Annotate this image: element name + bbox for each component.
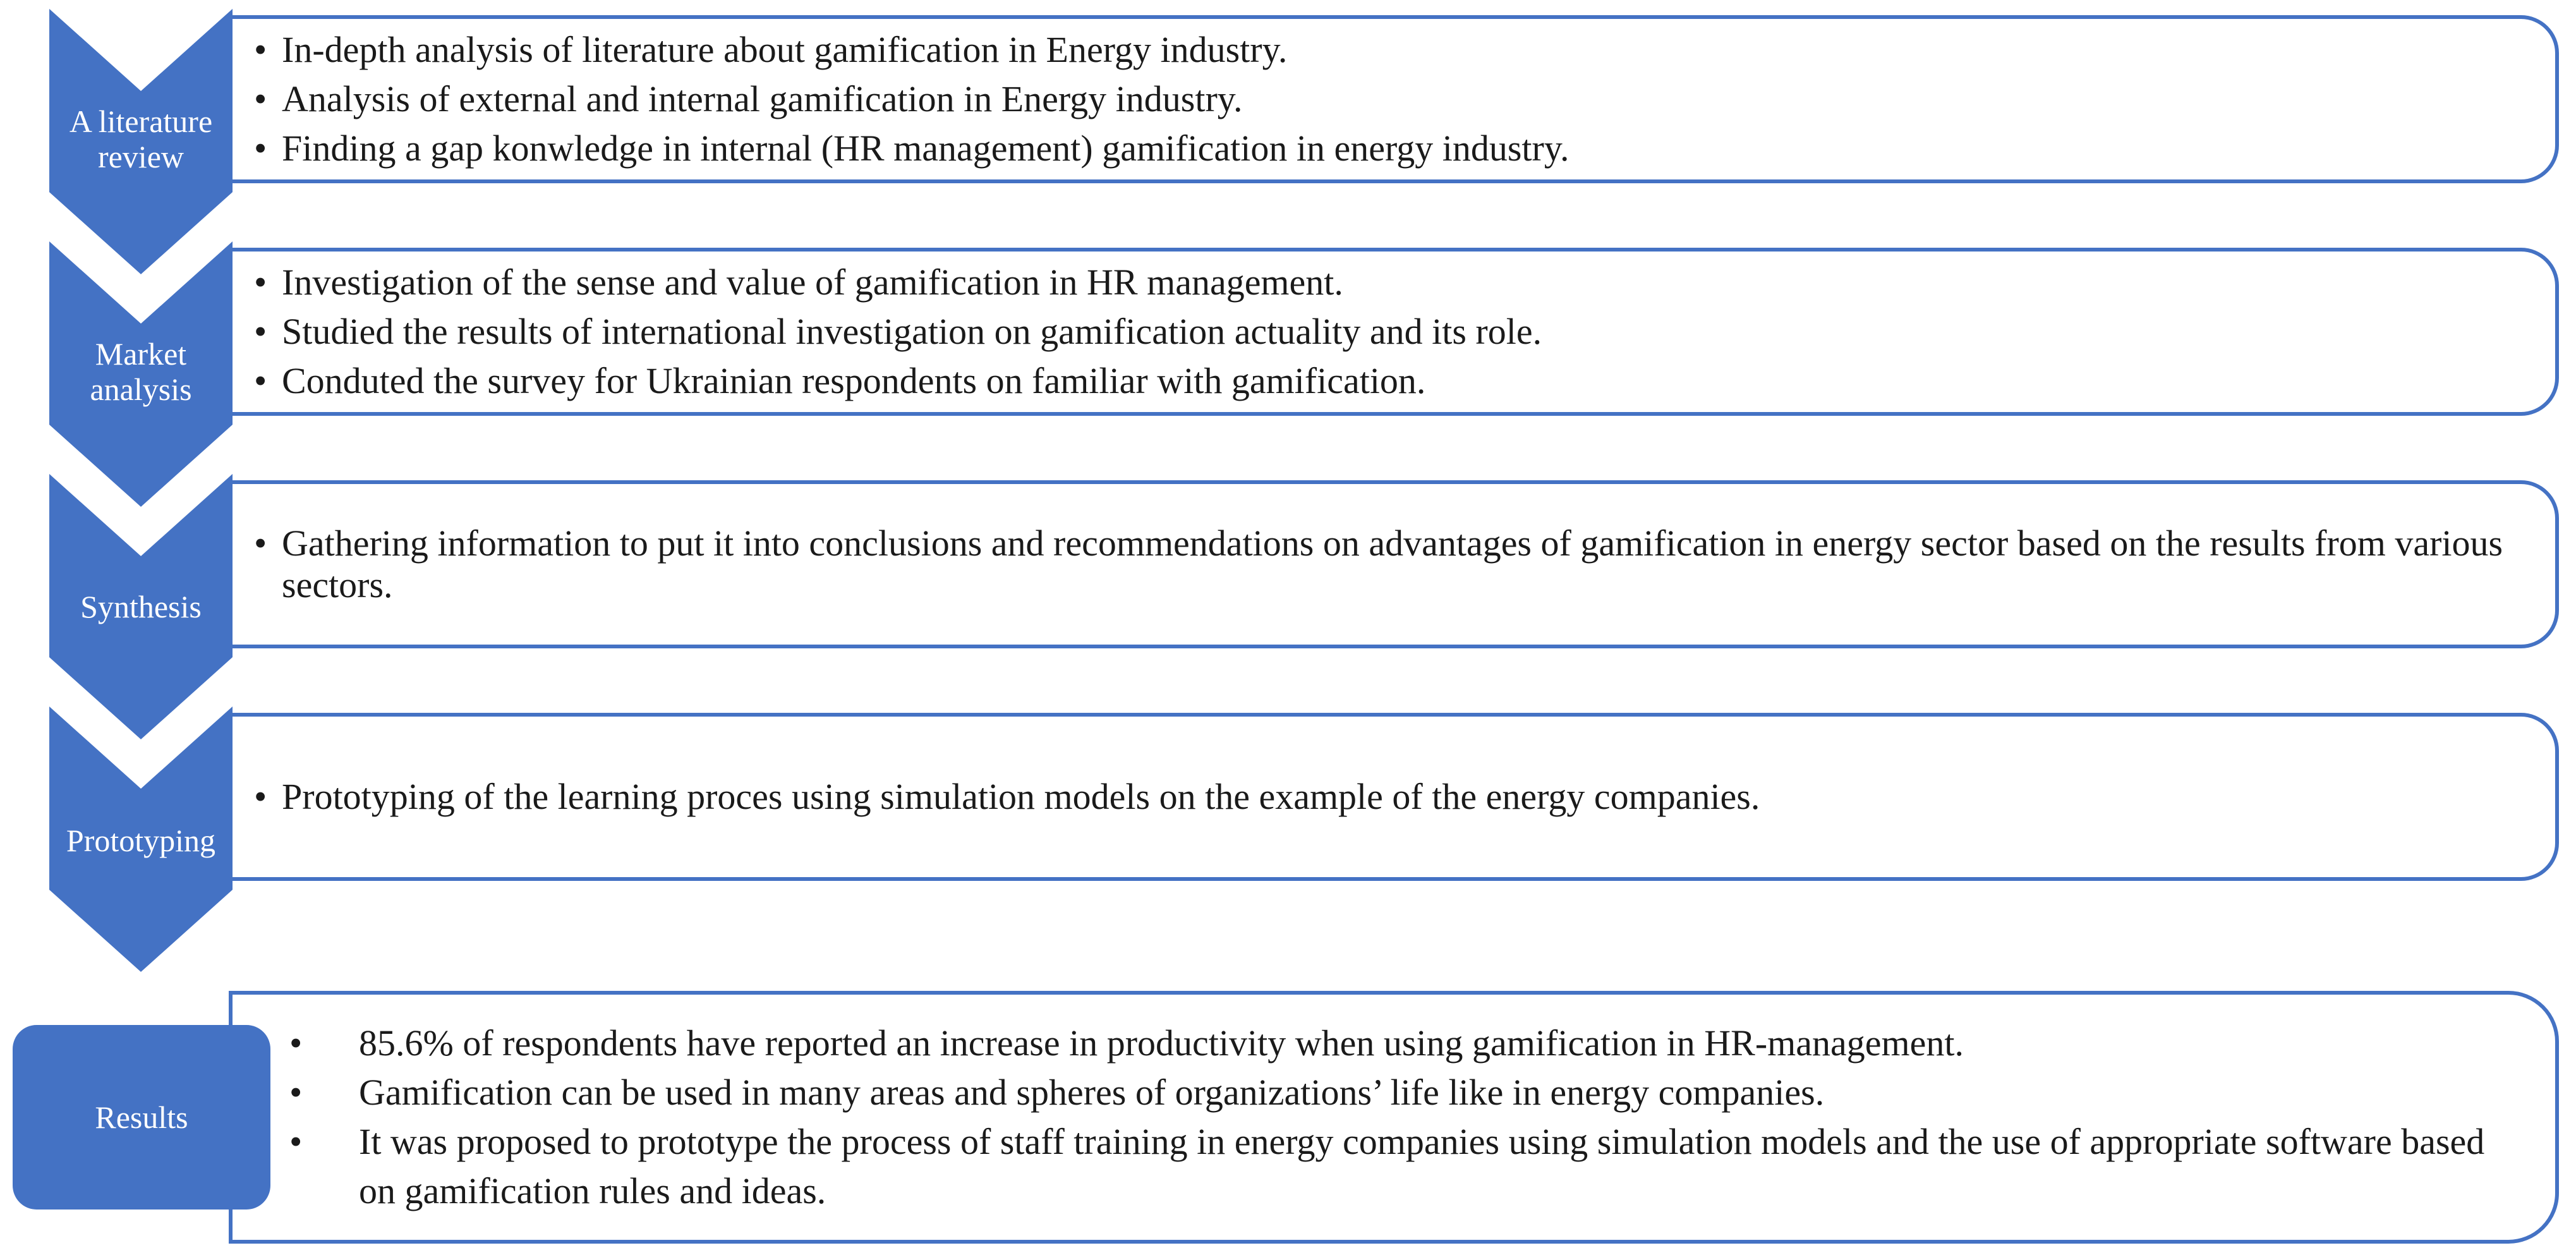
bullet-marker: • xyxy=(254,311,267,352)
step-bullet-list xyxy=(254,25,2530,173)
bullet-text: Finding a gap konwledge in internal (HR management) gamification in energy industry. xyxy=(282,128,1569,169)
bullet-text: 85.6% of respondents have reported an increase in productivity when using gamification in HR-management. xyxy=(359,1022,1964,1064)
step-bullet-list xyxy=(254,523,2530,606)
bullet-text: Studied the results of international investigation on gamification actuality and its role. xyxy=(282,311,1542,352)
results-bullet xyxy=(289,1068,2530,1117)
bullet-marker: • xyxy=(254,776,267,817)
step-bullet xyxy=(254,25,2530,75)
step-bullet xyxy=(254,356,2530,406)
step-bullet-list xyxy=(254,258,2530,406)
bullet-marker: • xyxy=(289,1022,303,1064)
results-bullet-list xyxy=(289,1019,2530,1216)
step-box-synthesis xyxy=(229,480,2559,648)
bullet-marker: • xyxy=(254,78,267,119)
bullet-marker: • xyxy=(254,262,267,303)
bullet-text: Investigation of the sense and value of gamification in HR management. xyxy=(282,262,1343,303)
step-bullet xyxy=(254,258,2530,307)
step-box-literature-review xyxy=(229,15,2559,183)
results-box xyxy=(229,991,2559,1244)
bullet-marker: • xyxy=(254,29,267,70)
results-bullet xyxy=(289,1117,2530,1216)
bullet-marker: • xyxy=(289,1121,303,1162)
bullet-text: Analysis of external and internal gamification in Energy industry. xyxy=(282,78,1243,119)
bullet-marker: • xyxy=(254,523,267,564)
bullet-text: Prototyping of the learning proces using simulation models on the example of the energy companies. xyxy=(282,776,1760,817)
bullet-marker: • xyxy=(289,1072,303,1113)
bullet-marker: • xyxy=(254,128,267,169)
bullet-text: It was proposed to prototype the process of staff training in energy companies using simulation models and the use of appropriate software based on gamification rules and ideas. xyxy=(359,1121,2485,1211)
bullet-text: In-depth analysis of literature about gamification in Energy industry. xyxy=(282,29,1288,70)
step-bullet xyxy=(254,523,2530,606)
results-bullet xyxy=(289,1019,2530,1068)
step-bullet xyxy=(254,772,2530,822)
step-bullet xyxy=(254,75,2530,124)
step-label: Prototyping xyxy=(66,823,216,858)
step-label: A literature review xyxy=(69,104,213,174)
bullet-text: Gamification can be used in many areas and spheres of organizations’ life like in energy companies. xyxy=(359,1072,1825,1113)
step-box-prototyping xyxy=(229,713,2559,881)
step-bullet xyxy=(254,307,2530,356)
bullet-marker: • xyxy=(254,360,267,401)
step-label: Synthesis xyxy=(80,589,202,624)
step-label: Market analysis xyxy=(90,336,192,407)
bullet-text: Conduted the survey for Ukrainian respondents on familiar with gamification. xyxy=(282,360,1426,401)
step-bullet-list xyxy=(254,772,2530,822)
results-label: Results xyxy=(13,1025,270,1210)
step-box-market-analysis xyxy=(229,248,2559,416)
bullet-text: Gathering information to put it into conclusions and recommendations on advantages of gamification in energy sector based on the results from various sectors. xyxy=(282,523,2503,605)
step-bullet xyxy=(254,124,2530,173)
